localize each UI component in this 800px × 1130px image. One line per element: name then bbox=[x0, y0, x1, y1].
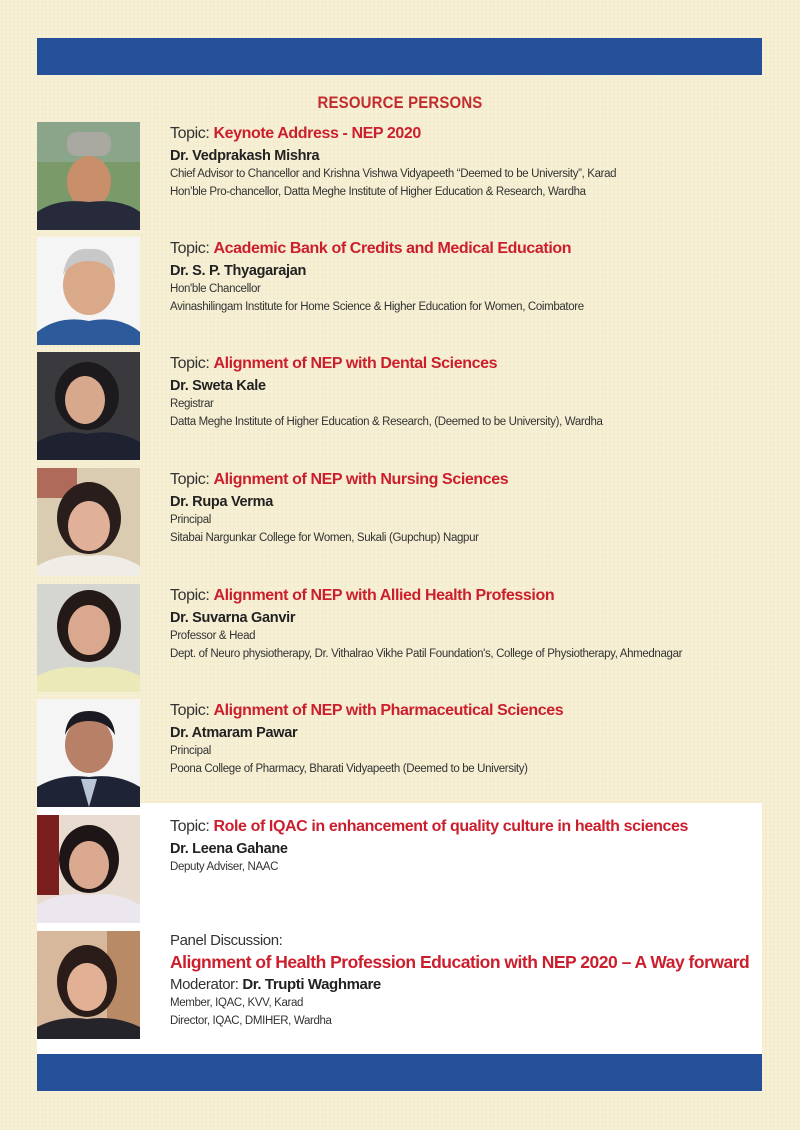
portrait-icon bbox=[37, 122, 140, 230]
moderator-role-2: Director, IQAC, DMIHER, Wardha bbox=[170, 1015, 332, 1027]
person-name: Dr. Rupa Verma bbox=[170, 494, 273, 510]
person-photo bbox=[37, 122, 140, 230]
person-name: Dr. Vedprakash Mishra bbox=[170, 148, 320, 164]
topic-line bbox=[170, 817, 760, 837]
person-designation: Principal bbox=[170, 745, 211, 757]
person-designation: Principal bbox=[170, 514, 211, 526]
moderator-name: Dr. Trupti Waghmare bbox=[242, 976, 381, 993]
person-info bbox=[170, 701, 760, 778]
person-affiliation: Dept. of Neuro physiotherapy, Dr. Vithalrao Vikhe Patil Foundation's, College of Physiotherapy, Ahmednagar bbox=[170, 648, 683, 660]
person-photo bbox=[37, 584, 140, 692]
person-name: Dr. S. P. Thyagarajan bbox=[170, 263, 307, 279]
topic-title: Academic Bank of Credits and Medical Education bbox=[213, 240, 572, 257]
person-name: Dr. Suvarna Ganvir bbox=[170, 610, 296, 626]
person-designation: Hon'ble Chancellor bbox=[170, 283, 261, 295]
topic-line bbox=[170, 354, 760, 374]
person-designation: Registrar bbox=[170, 398, 214, 410]
person-photo bbox=[37, 352, 140, 460]
person-name: Dr. Atmaram Pawar bbox=[170, 725, 298, 741]
topic-title: Role of IQAC in enhancement of quality culture in health sciences bbox=[213, 818, 688, 835]
person-photo bbox=[37, 237, 140, 345]
topic-title: Alignment of NEP with Pharmaceutical Sciences bbox=[213, 702, 564, 719]
portrait-icon bbox=[37, 931, 140, 1039]
person-name: Dr. Sweta Kale bbox=[170, 378, 266, 394]
topic-prefix: Topic: bbox=[170, 818, 214, 835]
portrait-icon bbox=[37, 584, 140, 692]
person-photo bbox=[37, 815, 140, 923]
person-photo bbox=[37, 468, 140, 576]
page-title: RESOURCE PERSONS bbox=[317, 93, 483, 112]
person-info bbox=[170, 586, 760, 663]
person-designation: Deputy Adviser, NAAC bbox=[170, 861, 279, 873]
portrait-icon bbox=[37, 815, 140, 923]
portrait-icon bbox=[37, 352, 140, 460]
moderator-photo bbox=[37, 931, 140, 1039]
portrait-icon bbox=[37, 699, 140, 807]
person-designation: Professor & Head bbox=[170, 630, 256, 642]
person-affiliation: Hon’ble Pro-chancellor, Datta Meghe Institute of Higher Education & Research, Wardha bbox=[170, 186, 586, 198]
topic-title: Alignment of NEP with Dental Sciences bbox=[213, 355, 498, 372]
panel-label: Panel Discussion: bbox=[170, 932, 283, 949]
person-photo bbox=[37, 699, 140, 807]
topic-line bbox=[170, 586, 760, 606]
person-affiliation: Avinashilingam Institute for Home Science & Higher Education for Women, Coimbatore bbox=[170, 301, 584, 313]
topic-prefix: Topic: bbox=[170, 240, 214, 257]
topic-title: Alignment of NEP with Nursing Sciences bbox=[213, 471, 509, 488]
panel-title: Alignment of Health Profession Education with NEP 2020 – A Way forward bbox=[170, 952, 750, 972]
person-info bbox=[170, 239, 760, 316]
panel-info bbox=[170, 931, 760, 1030]
person-info bbox=[170, 124, 760, 201]
portrait-icon bbox=[37, 237, 140, 345]
person-affiliation: Datta Meghe Institute of Higher Education & Research, (Deemed to be University), Wardha bbox=[170, 416, 603, 428]
portrait-icon bbox=[37, 468, 140, 576]
topic-line bbox=[170, 239, 760, 259]
person-info bbox=[170, 354, 760, 431]
topic-prefix: Topic: bbox=[170, 702, 214, 719]
topic-line bbox=[170, 701, 760, 721]
person-info bbox=[170, 817, 760, 876]
moderator-line bbox=[170, 975, 760, 994]
top-blue-band bbox=[37, 38, 762, 75]
person-affiliation: Poona College of Pharmacy, Bharati Vidyapeeth (Deemed to be University) bbox=[170, 763, 528, 775]
moderator-label: Moderator: bbox=[170, 976, 243, 993]
topic-prefix: Topic: bbox=[170, 355, 214, 372]
person-name: Dr. Leena Gahane bbox=[170, 841, 288, 857]
topic-line bbox=[170, 470, 760, 490]
person-info bbox=[170, 470, 760, 547]
moderator-role-1: Member, IQAC, KVV, Karad bbox=[170, 997, 304, 1009]
topic-line bbox=[170, 124, 760, 144]
topic-title: Keynote Address - NEP 2020 bbox=[213, 125, 421, 142]
topic-title: Alignment of NEP with Allied Health Profession bbox=[213, 587, 555, 604]
topic-prefix: Topic: bbox=[170, 587, 214, 604]
topic-prefix: Topic: bbox=[170, 125, 214, 142]
topic-prefix: Topic: bbox=[170, 471, 214, 488]
person-designation: Chief Advisor to Chancellor and Krishna Vishwa Vidyapeeth “Deemed to be University”, Karad bbox=[170, 168, 617, 180]
person-affiliation: Sitabai Nargunkar College for Women, Sukali (Gupchup) Nagpur bbox=[170, 532, 479, 544]
bottom-blue-band bbox=[37, 1054, 762, 1091]
